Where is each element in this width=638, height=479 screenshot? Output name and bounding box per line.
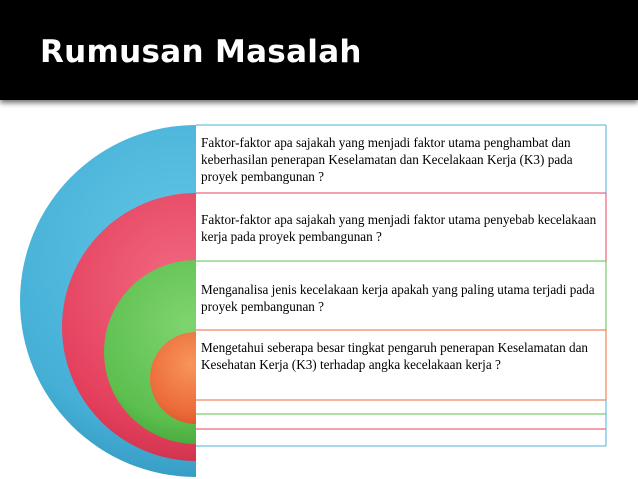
item-text-4: Mengetahui seberapa besar tingkat pengaruh penerapan Keselamatan dan Kesehatan Kerja (K3) terhadap angka kecelakaan kerja ? bbox=[201, 340, 589, 372]
item-text-2: Faktor-faktor apa sajakah yang menjadi faktor utama penyebab kecelakaan kerja pada proyek pembangunan ? bbox=[201, 212, 597, 244]
item-text-1: Faktor-faktor apa sajakah yang menjadi faktor utama penghambat dan keberhasilan penerapan Keselamatan dan Kecelakaan Kerja (K3) pada proyek pembangunan ? bbox=[201, 135, 573, 184]
slide-title: Rumusan Masalah bbox=[40, 34, 362, 70]
item-text-3: Menganalisa jenis kecelakaan kerja apakah yang paling utama terjadi pada proyek pembangunan ? bbox=[201, 282, 595, 314]
